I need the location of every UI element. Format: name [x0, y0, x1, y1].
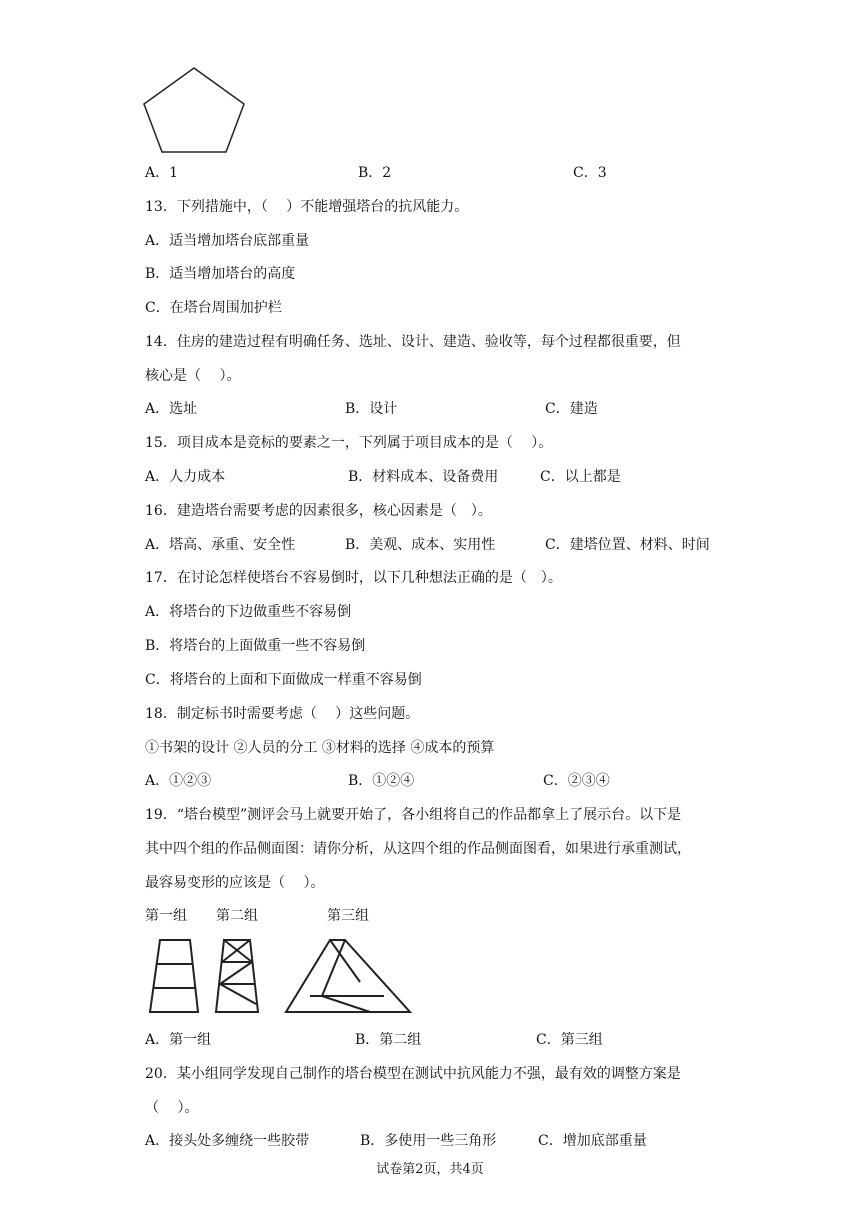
q19-group-label-1: 第一组: [145, 908, 187, 924]
q17-option-a[interactable]: A．将塔台的下边做重些不容易倒: [145, 604, 352, 620]
q20-option-b[interactable]: B．多使用一些三角形: [360, 1133, 497, 1149]
q12-option-c[interactable]: C．3: [573, 165, 607, 181]
q16-option-a[interactable]: A．塔高、承重、安全性: [145, 537, 296, 553]
q14-stem-line1: 14．住房的建造过程有明确任务、选址、设计、建造、验收等，每个过程都很重要，但: [145, 334, 681, 350]
q19-group-label-3: 第三组: [327, 908, 369, 924]
q19-stem-line3: 最容易变形的应该是（ ）。: [145, 875, 325, 891]
q20-stem-line1: 20．某小组同学发现自己制作的塔台模型在测试中抗风能力不强，最有效的调整方案是: [145, 1066, 681, 1082]
q18-stem: 18．制定标书时需要考虑（ ）这些问题。: [145, 706, 420, 722]
q20-option-c[interactable]: C．增加底部重量: [538, 1133, 647, 1149]
page-footer: 试卷第2页，共4页: [376, 1162, 484, 1177]
q19-stem-line2: 其中四个组的作品侧面图：请你分析，从这四个组的作品侧面图看，如果进行承重测试，: [145, 841, 691, 857]
group-1-tower: [150, 940, 198, 1012]
q18-option-a[interactable]: A．①②③: [145, 773, 212, 789]
q16-option-b[interactable]: B．美观、成本、实用性: [345, 537, 496, 553]
q15-option-a[interactable]: A．人力成本: [145, 469, 226, 485]
q15-option-c[interactable]: C．以上都是: [540, 469, 621, 485]
tower-side-views-figure: [140, 932, 430, 1022]
q19-stem-line1: 19．“塔台模型”测评会马上就要开始了，各小组将自己的作品都拿上了展示台。以下是: [145, 807, 682, 823]
q15-option-b[interactable]: B．材料成本、设备费用: [348, 469, 499, 485]
q12-option-b[interactable]: B．2: [358, 165, 392, 181]
group-2-tower: [216, 940, 258, 1012]
q13-option-b[interactable]: B．适当增加塔台的高度: [145, 266, 296, 282]
q17-stem: 17．在讨论怎样使塔台不容易倒时，以下几种想法正确的是（ ）。: [145, 570, 562, 586]
q17-option-b[interactable]: B．将塔台的上面做重一些不容易倒: [145, 638, 366, 654]
q17-option-c[interactable]: C．将塔台的上面和下面做成一样重不容易倒: [145, 672, 422, 688]
q19-option-a[interactable]: A．第一组: [145, 1032, 212, 1048]
q18-option-c[interactable]: C．②③④: [543, 773, 610, 789]
q16-stem: 16．建造塔台需要考虑的因素很多，核心因素是（ ）。: [145, 503, 492, 519]
q14-option-c[interactable]: C．建造: [545, 401, 598, 417]
q16-option-c[interactable]: C．建塔位置、材料、时间: [545, 537, 710, 553]
q13-option-a[interactable]: A．适当增加塔台底部重量: [145, 233, 310, 249]
q20-option-a[interactable]: A．接头处多缠绕一些胶带: [145, 1133, 310, 1149]
q19-group-label-2: 第二组: [216, 908, 258, 924]
q15-stem: 15．项目成本是竞标的要素之一，下列属于项目成本的是（ ）。: [145, 435, 553, 451]
q18-items: ①书架的设计 ②人员的分工 ③材料的选择 ④成本的预算: [145, 740, 495, 756]
q20-stem-line2: （ ）。: [145, 1100, 199, 1116]
q13-option-c[interactable]: C．在塔台周围加护栏: [145, 300, 282, 316]
q12-option-a[interactable]: A．1: [145, 165, 179, 181]
q19-option-b[interactable]: B．第二组: [355, 1032, 422, 1048]
q14-option-a[interactable]: A．选址: [145, 401, 198, 417]
q18-option-b[interactable]: B．①②④: [348, 773, 415, 789]
q19-option-c[interactable]: C．第三组: [536, 1032, 603, 1048]
q13-stem: 13．下列措施中，（ ）不能增强塔台的抗风能力。: [145, 199, 469, 215]
group-3-tower: [286, 940, 410, 1012]
q14-stem-line2: 核心是（ ）。: [145, 368, 241, 384]
pentagon-figure: [140, 64, 250, 156]
q14-option-b[interactable]: B．设计: [345, 401, 398, 417]
